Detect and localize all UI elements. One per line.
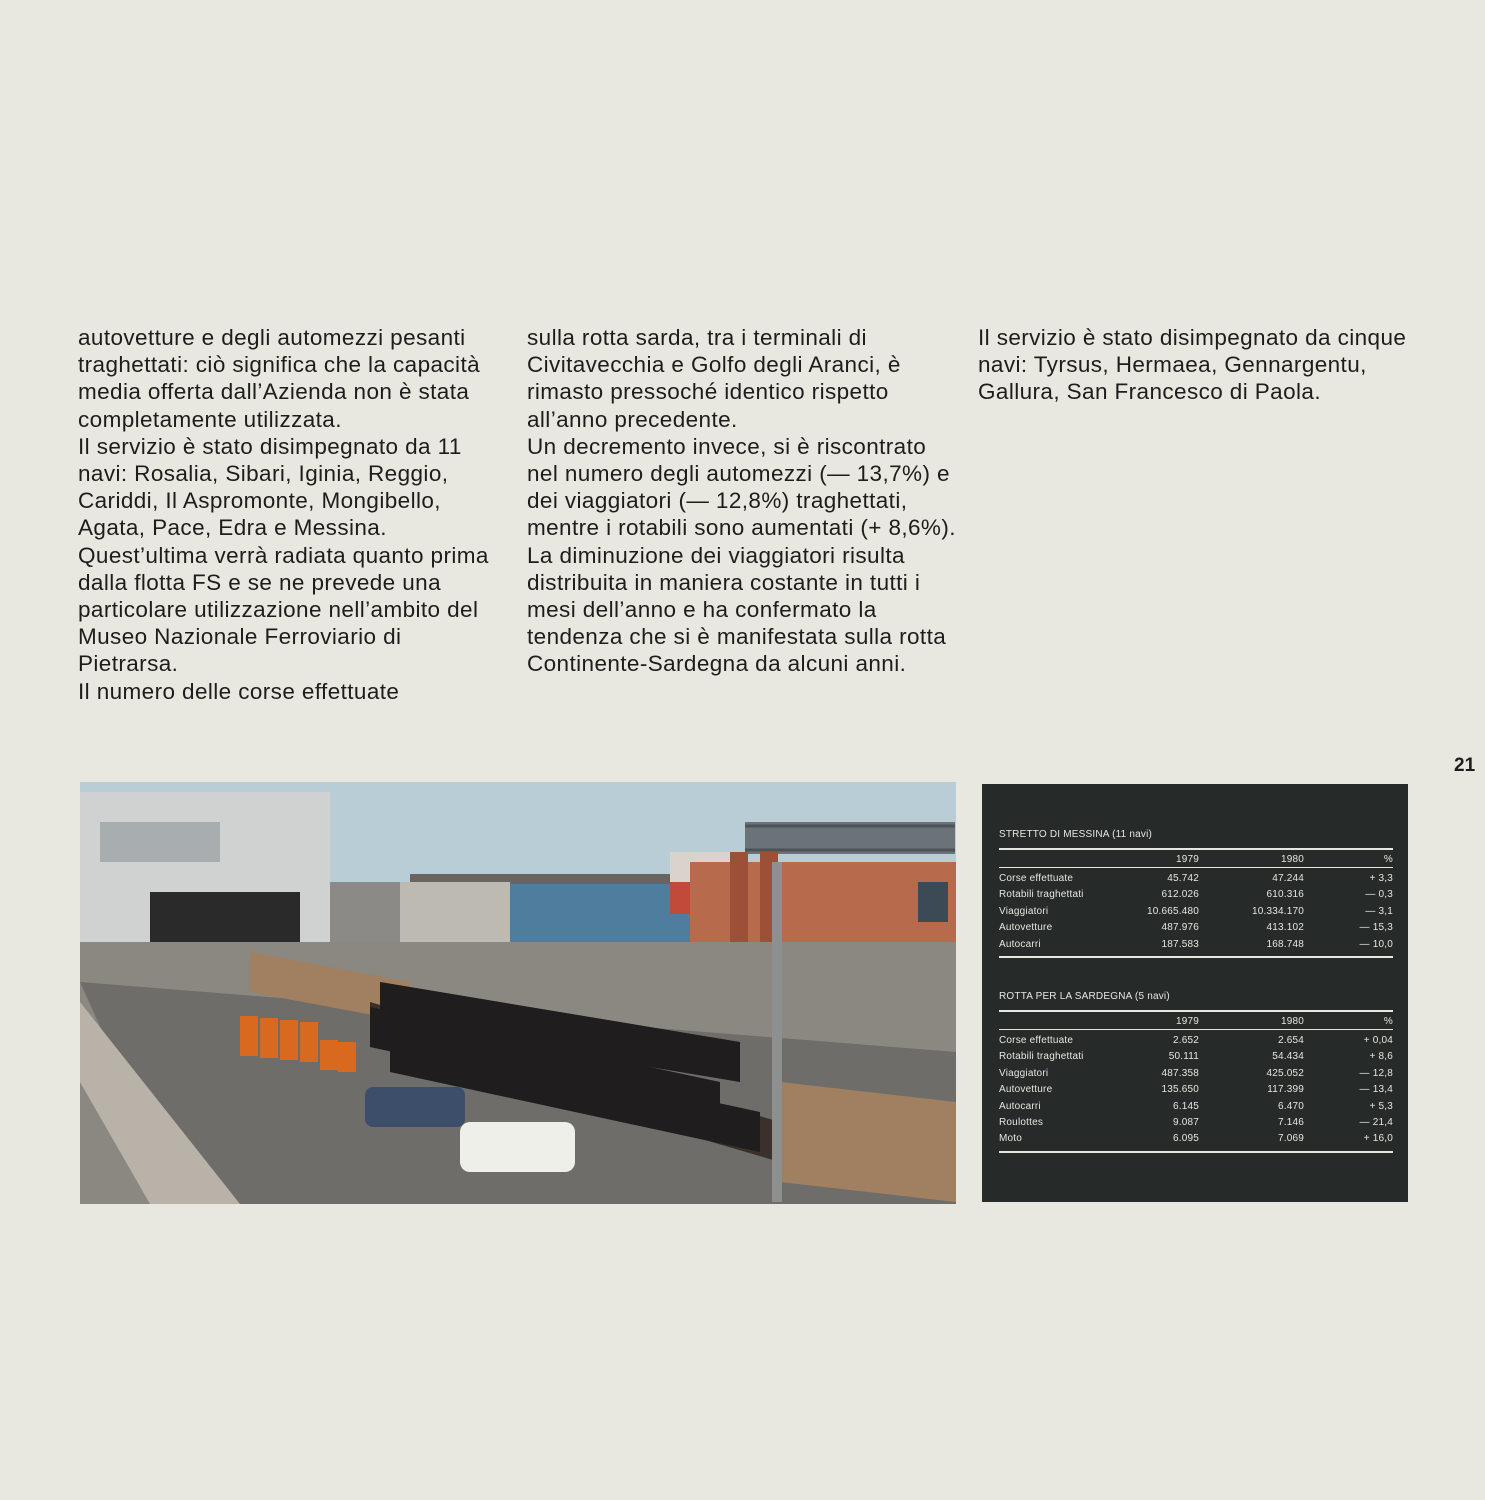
cell: 7.146: [1277, 1116, 1304, 1128]
table-title: ROTTA PER LA SARDEGNA (5 navi): [999, 991, 1170, 1002]
cell: Moto: [999, 1133, 1023, 1145]
cell: 6.470: [1277, 1100, 1304, 1112]
cell: Corse effettuate: [999, 873, 1074, 884]
cell: 47.244: [1272, 873, 1304, 884]
cell: + 5,3: [1369, 1100, 1393, 1112]
cell: 50.111: [1168, 1051, 1199, 1063]
port-photo: [80, 782, 956, 1204]
table-row: [999, 1099, 1393, 1115]
cell: — 0,3: [1365, 889, 1393, 901]
header-cell: 1979: [1175, 854, 1199, 865]
header-cell: %: [1383, 1016, 1393, 1027]
cell: Viaggiatori: [999, 905, 1049, 917]
cell: 54.434: [1272, 1051, 1304, 1063]
cell: 117.399: [1267, 1084, 1304, 1096]
table-row: [999, 1115, 1393, 1131]
cell: 45.742: [1167, 873, 1199, 884]
cell: 2.654: [1277, 1035, 1304, 1046]
cell: Viaggiatori: [999, 1067, 1049, 1079]
cell: + 0,04: [1363, 1035, 1393, 1046]
cell: 10.665.480: [1146, 905, 1199, 917]
table-row: [999, 920, 1393, 936]
paragraph: Il numero delle corse effettuate: [78, 678, 400, 704]
header-cell: 1980: [1280, 1016, 1304, 1027]
table-row: [999, 904, 1393, 920]
table-header: [999, 850, 1393, 867]
cell: Rotabili traghettati: [999, 889, 1084, 901]
header-cell: [999, 850, 1117, 867]
cell: 9.087: [1172, 1116, 1199, 1128]
table-row: [999, 1033, 1393, 1049]
cell: 612.026: [1161, 889, 1199, 901]
cell: — 12,8: [1359, 1067, 1393, 1079]
cell: 168.748: [1266, 938, 1304, 950]
divider: [999, 956, 1393, 958]
header-cell: 1979: [1175, 1016, 1199, 1027]
table-row: [999, 871, 1393, 887]
cell: 2.652: [1172, 1035, 1199, 1046]
cell: Corse effettuate: [999, 1035, 1074, 1046]
table-header: [999, 1012, 1393, 1029]
cell: + 16,0: [1363, 1133, 1393, 1145]
messina-table: [999, 828, 1393, 958]
cell: 487.358: [1161, 1067, 1199, 1079]
cell: Autovetture: [999, 1084, 1053, 1096]
paragraph: Il servizio è stato disimpegnato da cinque navi: Tyrsus, Hermaea, Gennargentu, Gallura, San Francesco di Paola.: [978, 325, 1407, 405]
table-title: STRETTO DI MESSINA (11 navi): [999, 829, 1153, 840]
cell: 135.650: [1161, 1084, 1199, 1096]
table-row: [999, 1049, 1393, 1065]
header-cell: [999, 1012, 1117, 1029]
car-white: [460, 1122, 575, 1172]
paragraph: sulla rotta sarda, tra i terminali di Civitavecchia e Golfo degli Aranci, è rimasto pressoché identico rispetto all’anno precedente.: [527, 325, 901, 432]
car-blue: [365, 1087, 465, 1127]
cell: — 3,1: [1365, 905, 1393, 917]
cell: Autovetture: [999, 922, 1053, 934]
paragraph: Il servizio è stato disimpegnato da 11 navi: Rosalia, Sibari, Iginia, Reggio, Cariddi, Il Aspromonte, Mongibello, Agata, Pace, Edra e Messina. Quest’ultima verrà radiata quanto prima dalla flotta FS e se ne prevede una particolare utilizzazione nell’ambito del Museo Nazionale Ferroviario di Pietrarsa.: [78, 433, 489, 677]
cell: 425.052: [1266, 1067, 1304, 1079]
table-row: [999, 1082, 1393, 1098]
cell: Autocarri: [999, 938, 1041, 950]
table-row: [999, 887, 1393, 903]
cell: — 13,4: [1359, 1084, 1393, 1096]
lamp-post: [772, 862, 782, 1202]
cell: — 10,0: [1359, 938, 1393, 950]
cell: 6.095: [1172, 1133, 1199, 1145]
divider: [999, 867, 1393, 868]
table-row: [999, 1131, 1393, 1147]
paragraph: autovetture e degli automezzi pesanti traghettati: ciò significa che la capacità media offerta dall’Azienda non è stata completamente utilizzata.: [78, 325, 481, 432]
cell: 6.145: [1172, 1100, 1199, 1112]
cell: 413.102: [1266, 922, 1304, 934]
cell: 10.334.170: [1251, 905, 1304, 917]
cell: + 8,6: [1369, 1051, 1393, 1063]
cell: — 15,3: [1359, 922, 1393, 934]
page-number: 21: [1454, 755, 1476, 776]
header-cell: %: [1383, 854, 1393, 865]
cell: + 3,3: [1369, 873, 1393, 884]
divider: [999, 1029, 1393, 1030]
statistics-panel: [982, 784, 1408, 1202]
divider: [999, 1151, 1393, 1153]
cell: — 21,4: [1359, 1116, 1393, 1128]
table-row: [999, 1066, 1393, 1082]
cell: Rotabili traghettati: [999, 1051, 1084, 1063]
table-row: [999, 937, 1393, 953]
text-column-2: [527, 324, 959, 678]
port-photo-illustration: [80, 782, 956, 1204]
cell: Roulottes: [999, 1116, 1044, 1128]
text-column-3: [978, 324, 1418, 406]
cell: 187.583: [1161, 938, 1199, 950]
cell: 487.976: [1161, 922, 1199, 934]
text-column-1: [78, 324, 508, 705]
cell: 610.316: [1266, 889, 1304, 901]
sardegna-table: [999, 990, 1393, 1153]
paragraph: Un decremento invece, si è riscontrato nel numero degli automezzi (— 13,7%) e dei viaggiatori (— 12,8%) traghettati, mentre i rotabili sono aumentati (+ 8,6%). La diminuzione dei viaggiatori risulta distribuita in maniera costante in tutti i mesi dell’anno e ha confermato la tendenza che si è manifestata sulla rotta Continente-Sardegna da alcuni anni.: [527, 433, 956, 677]
cell: Autocarri: [999, 1100, 1041, 1112]
cell: 7.069: [1277, 1133, 1304, 1145]
header-cell: 1980: [1280, 854, 1304, 865]
